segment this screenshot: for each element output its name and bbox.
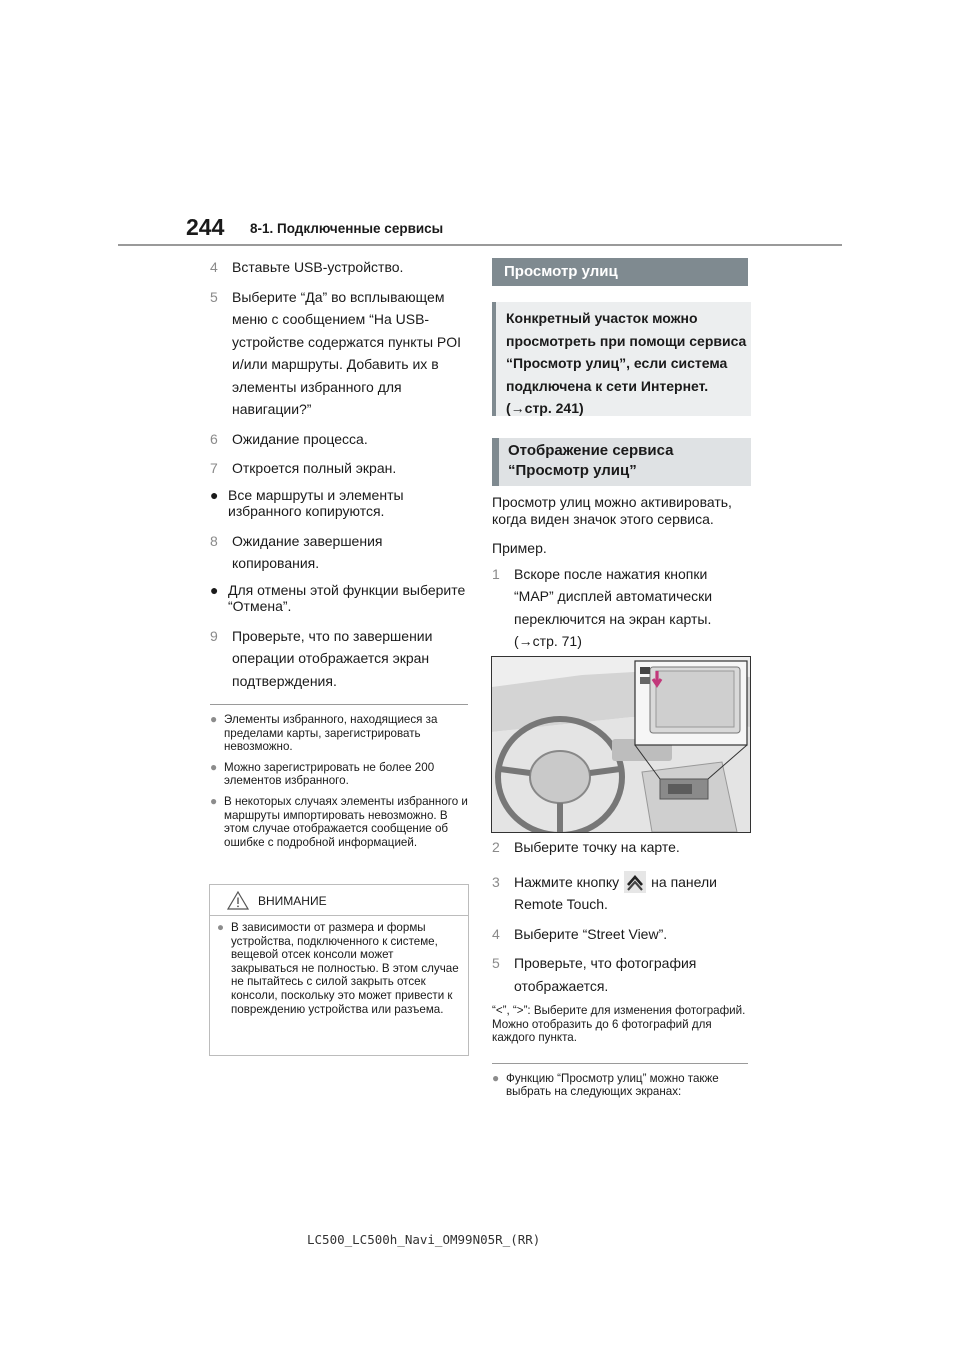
right-column-steps: [492, 836, 750, 1106]
info-divider: [492, 1063, 748, 1064]
dashboard-illustration: [491, 656, 751, 833]
info-note: ● В некоторых случаях элементы избранного и маршруты импортировать невозможно. В этом случае отображается сообщение об ошибке с подробной информацией.: [210, 793, 468, 849]
left-column: [210, 256, 472, 856]
step-9: 9 Проверьте, что по завершении операции отображается экран подтверждения.: [210, 627, 433, 689]
info-note: ● Элементы избранного, находящиеся за пределами карты, зарегистрировать невозможно.: [210, 712, 438, 754]
street-view-intro: Конкретный участок можно просмотреть при помощи сервиса “Просмотр улиц”, если система подключена к сети Интернет. (→стр. 241): [492, 302, 751, 416]
warning-header: [210, 885, 468, 916]
step-4: 4 Вставьте USB-устройство.: [210, 259, 404, 275]
step-3: 3 Нажмите кнопку на панели Remote Touch.: [492, 871, 750, 916]
car-interior-image: [492, 657, 750, 832]
street-view-section-title: Просмотр улиц: [492, 258, 748, 286]
warning-text: ● В зависимости от размера и формы устройства, подключенного к системе, вещевой отсек консоли может закрываться не полностью. В этом случае не пытайтесь с силой закрыть отсек консоли, поскольку это может привести к повреждению устройства или разъема.: [217, 921, 459, 1016]
street-view-activation-text: Просмотр улиц можно активировать, когда виден значок этого сервиса.: [492, 494, 732, 527]
bullet-cancel: ● Для отмены этой функции выберите “Отмена”.: [210, 581, 466, 614]
step-2: 2 Выберите точку на карте.: [492, 839, 680, 855]
info-divider: [210, 704, 468, 705]
step-7: 7 Откроется полный экран.: [210, 460, 397, 476]
note-dot-icon: ●: [210, 759, 218, 774]
step-8: 8 Ожидание завершения копирования.: [210, 532, 383, 571]
arrows-note: “<”, “>”: Выберите для изменения фотографий. Можно отобразить до 6 фотографий для каждого пункта.: [492, 1004, 746, 1045]
warning-box: [209, 884, 469, 1056]
step-6: 6 Ожидание процесса.: [210, 430, 368, 447]
bullet-dot-icon: ●: [210, 486, 219, 503]
street-view-subsection-title: Отображение сервиса “Просмотр улиц”: [492, 438, 751, 486]
step-4-right: 4 Выберите “Street View”.: [492, 925, 668, 942]
warning-triangle-icon: [227, 891, 249, 910]
note-dot-icon: ●: [210, 712, 218, 726]
note-dot-icon: ●: [210, 793, 218, 808]
info-note: ● Можно зарегистрировать не более 200 элементов избранного.: [210, 759, 435, 788]
page-number: 244: [186, 214, 225, 240]
bullet-copy-all: ● Все маршруты и элементы избранного копируются.: [210, 486, 404, 519]
note-dot-icon: ●: [492, 1070, 500, 1085]
document-code: LC500_LC500h_Navi_OM99N05R_(RR): [307, 1232, 541, 1247]
info-note: ● Функцию “Просмотр улиц” можно также выбрать на следующих экранах:: [492, 1070, 719, 1099]
section-title: 8-1. Подключенные сервисы: [250, 221, 444, 236]
warning-title: ВНИМАНИЕ: [258, 894, 327, 908]
right-column: [492, 494, 750, 660]
step-5: 5 Выберите “Да” во всплывающем меню с сообщением “На USB-устройстве содержатся пункты POI и/или маршруты. Добавить их в элементы избранного для навигации?”: [210, 288, 462, 417]
example-label: Пример.: [492, 540, 547, 556]
note-dot-icon: ●: [217, 921, 225, 934]
step-5-right: 5 Проверьте, что фотография отображается.: [492, 955, 697, 994]
step-1: 1 Вскоре после нажатия кнопки “MAP” дисплей автоматически переключится на экран карты. (→стр. 71): [492, 565, 713, 649]
header-divider: [118, 244, 842, 246]
bullet-dot-icon: ●: [210, 581, 219, 598]
street-view-chevron-icon: [624, 871, 646, 893]
